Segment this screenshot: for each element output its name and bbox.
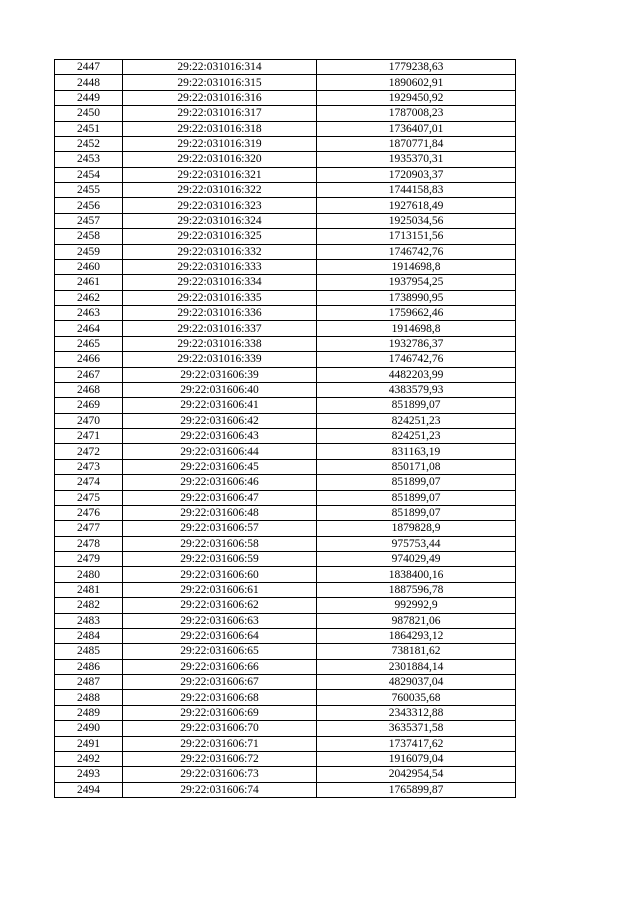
cadastral-value-cell: 975753,44 <box>317 536 516 551</box>
row-number-cell: 2458 <box>55 229 123 244</box>
cadastral-number-cell: 29:22:031606:72 <box>123 751 317 766</box>
cadastral-number-cell: 29:22:031606:57 <box>123 521 317 536</box>
cadastral-value-cell: 1737417,62 <box>317 736 516 751</box>
cadastral-value-cell: 1720903,37 <box>317 167 516 182</box>
cadastral-value-cell: 1864293,12 <box>317 628 516 643</box>
cadastral-value-cell: 1935370,31 <box>317 152 516 167</box>
table-row <box>55 244 516 259</box>
cadastral-number-cell: 29:22:031016:321 <box>123 167 317 182</box>
cadastral-value-cell: 1925034,56 <box>317 213 516 228</box>
cadastral-value-cell: 1838400,16 <box>317 567 516 582</box>
row-number-cell: 2464 <box>55 321 123 336</box>
cadastral-value-cell: 987821,06 <box>317 613 516 628</box>
cadastral-number-cell: 29:22:031606:68 <box>123 690 317 705</box>
cadastral-value-cell: 1746742,76 <box>317 244 516 259</box>
row-number-cell: 2449 <box>55 90 123 105</box>
table-row <box>55 167 516 182</box>
table-row <box>55 659 516 674</box>
table-row <box>55 321 516 336</box>
table-row <box>55 198 516 213</box>
row-number-cell: 2460 <box>55 259 123 274</box>
cadastral-value-cell: 1916079,04 <box>317 751 516 766</box>
row-number-cell: 2493 <box>55 767 123 782</box>
table-row <box>55 60 516 75</box>
cadastral-number-cell: 29:22:031606:42 <box>123 413 317 428</box>
row-number-cell: 2475 <box>55 490 123 505</box>
cadastral-number-cell: 29:22:031016:337 <box>123 321 317 336</box>
cadastral-number-cell: 29:22:031606:63 <box>123 613 317 628</box>
row-number-cell: 2465 <box>55 336 123 351</box>
cadastral-value-table <box>54 59 516 798</box>
row-number-cell: 2468 <box>55 382 123 397</box>
cadastral-number-cell: 29:22:031606:70 <box>123 721 317 736</box>
row-number-cell: 2447 <box>55 60 123 75</box>
table-row <box>55 121 516 136</box>
cadastral-number-cell: 29:22:031016:322 <box>123 183 317 198</box>
table-row <box>55 229 516 244</box>
table-row <box>55 751 516 766</box>
cadastral-number-cell: 29:22:031606:67 <box>123 675 317 690</box>
cadastral-number-cell: 29:22:031606:39 <box>123 367 317 382</box>
cadastral-value-cell: 1914698,8 <box>317 321 516 336</box>
table-row <box>55 690 516 705</box>
cadastral-number-cell: 29:22:031606:58 <box>123 536 317 551</box>
table-row <box>55 336 516 351</box>
table-row <box>55 459 516 474</box>
cadastral-number-cell: 29:22:031016:316 <box>123 90 317 105</box>
row-number-cell: 2484 <box>55 628 123 643</box>
cadastral-number-cell: 29:22:031606:65 <box>123 644 317 659</box>
cadastral-number-cell: 29:22:031606:59 <box>123 552 317 567</box>
cadastral-value-cell: 4383579,93 <box>317 382 516 397</box>
table-row <box>55 413 516 428</box>
table-row <box>55 767 516 782</box>
table-row <box>55 429 516 444</box>
cadastral-number-cell: 29:22:031016:318 <box>123 121 317 136</box>
table-body <box>55 60 516 798</box>
cadastral-number-cell: 29:22:031016:315 <box>123 75 317 90</box>
cadastral-number-cell: 29:22:031606:43 <box>123 429 317 444</box>
row-number-cell: 2483 <box>55 613 123 628</box>
cadastral-value-cell: 1887596,78 <box>317 582 516 597</box>
cadastral-value-cell: 1759662,46 <box>317 306 516 321</box>
cadastral-number-cell: 29:22:031016:319 <box>123 136 317 151</box>
cadastral-value-cell: 1738990,95 <box>317 290 516 305</box>
table-row <box>55 613 516 628</box>
cadastral-number-cell: 29:22:031606:64 <box>123 628 317 643</box>
cadastral-value-cell: 1713151,56 <box>317 229 516 244</box>
row-number-cell: 2456 <box>55 198 123 213</box>
table-row <box>55 352 516 367</box>
table-row <box>55 598 516 613</box>
cadastral-number-cell: 29:22:031016:324 <box>123 213 317 228</box>
table-row <box>55 382 516 397</box>
cadastral-value-cell: 824251,23 <box>317 413 516 428</box>
cadastral-number-cell: 29:22:031606:60 <box>123 567 317 582</box>
cadastral-value-cell: 738181,62 <box>317 644 516 659</box>
row-number-cell: 2479 <box>55 552 123 567</box>
row-number-cell: 2473 <box>55 459 123 474</box>
row-number-cell: 2480 <box>55 567 123 582</box>
cadastral-number-cell: 29:22:031016:339 <box>123 352 317 367</box>
row-number-cell: 2489 <box>55 705 123 720</box>
cadastral-value-cell: 1765899,87 <box>317 782 516 797</box>
cadastral-number-cell: 29:22:031016:333 <box>123 259 317 274</box>
cadastral-value-cell: 1779238,63 <box>317 60 516 75</box>
cadastral-number-cell: 29:22:031606:48 <box>123 505 317 520</box>
row-number-cell: 2488 <box>55 690 123 705</box>
row-number-cell: 2463 <box>55 306 123 321</box>
row-number-cell: 2490 <box>55 721 123 736</box>
cadastral-number-cell: 29:22:031606:66 <box>123 659 317 674</box>
row-number-cell: 2467 <box>55 367 123 382</box>
row-number-cell: 2469 <box>55 398 123 413</box>
cadastral-number-cell: 29:22:031606:47 <box>123 490 317 505</box>
row-number-cell: 2482 <box>55 598 123 613</box>
table-row <box>55 475 516 490</box>
row-number-cell: 2476 <box>55 505 123 520</box>
table-row <box>55 582 516 597</box>
table-row <box>55 398 516 413</box>
row-number-cell: 2474 <box>55 475 123 490</box>
cadastral-value-cell: 1937954,25 <box>317 275 516 290</box>
cadastral-number-cell: 29:22:031606:73 <box>123 767 317 782</box>
cadastral-value-cell: 1929450,92 <box>317 90 516 105</box>
table-row <box>55 136 516 151</box>
table-row <box>55 552 516 567</box>
cadastral-value-cell: 4482203,99 <box>317 367 516 382</box>
row-number-cell: 2462 <box>55 290 123 305</box>
row-number-cell: 2457 <box>55 213 123 228</box>
row-number-cell: 2485 <box>55 644 123 659</box>
table-row <box>55 490 516 505</box>
cadastral-value-cell: 851899,07 <box>317 490 516 505</box>
cadastral-number-cell: 29:22:031016:332 <box>123 244 317 259</box>
cadastral-value-cell: 831163,19 <box>317 444 516 459</box>
cadastral-value-cell: 851899,07 <box>317 505 516 520</box>
cadastral-value-cell: 1914698,8 <box>317 259 516 274</box>
table-row <box>55 183 516 198</box>
row-number-cell: 2470 <box>55 413 123 428</box>
table-row <box>55 106 516 121</box>
cadastral-value-cell: 4829037,04 <box>317 675 516 690</box>
cadastral-value-cell: 1744158,83 <box>317 183 516 198</box>
table-row <box>55 536 516 551</box>
row-number-cell: 2478 <box>55 536 123 551</box>
table-row <box>55 567 516 582</box>
row-number-cell: 2461 <box>55 275 123 290</box>
cadastral-number-cell: 29:22:031016:334 <box>123 275 317 290</box>
cadastral-number-cell: 29:22:031606:69 <box>123 705 317 720</box>
cadastral-number-cell: 29:22:031606:71 <box>123 736 317 751</box>
row-number-cell: 2451 <box>55 121 123 136</box>
cadastral-value-cell: 1736407,01 <box>317 121 516 136</box>
cadastral-value-cell: 2042954,54 <box>317 767 516 782</box>
table-row <box>55 306 516 321</box>
table-row <box>55 290 516 305</box>
table-row <box>55 213 516 228</box>
cadastral-value-cell: 974029,49 <box>317 552 516 567</box>
cadastral-value-cell: 1890602,91 <box>317 75 516 90</box>
row-number-cell: 2454 <box>55 167 123 182</box>
table-row <box>55 628 516 643</box>
cadastral-value-cell: 2301884,14 <box>317 659 516 674</box>
row-number-cell: 2486 <box>55 659 123 674</box>
cadastral-value-cell: 1879828,9 <box>317 521 516 536</box>
cadastral-value-cell: 1927618,49 <box>317 198 516 213</box>
cadastral-number-cell: 29:22:031606:45 <box>123 459 317 474</box>
cadastral-value-cell: 850171,08 <box>317 459 516 474</box>
table-row <box>55 521 516 536</box>
cadastral-value-cell: 2343312,88 <box>317 705 516 720</box>
table-row <box>55 736 516 751</box>
cadastral-value-cell: 3635371,58 <box>317 721 516 736</box>
row-number-cell: 2472 <box>55 444 123 459</box>
table-row <box>55 152 516 167</box>
table-row <box>55 367 516 382</box>
row-number-cell: 2459 <box>55 244 123 259</box>
cadastral-value-cell: 760035,68 <box>317 690 516 705</box>
table-row <box>55 90 516 105</box>
cadastral-number-cell: 29:22:031606:62 <box>123 598 317 613</box>
table-row <box>55 505 516 520</box>
row-number-cell: 2491 <box>55 736 123 751</box>
table-row <box>55 275 516 290</box>
row-number-cell: 2481 <box>55 582 123 597</box>
cadastral-number-cell: 29:22:031016:314 <box>123 60 317 75</box>
cadastral-value-cell: 824251,23 <box>317 429 516 444</box>
row-number-cell: 2494 <box>55 782 123 797</box>
cadastral-value-cell: 1932786,37 <box>317 336 516 351</box>
row-number-cell: 2471 <box>55 429 123 444</box>
cadastral-number-cell: 29:22:031016:320 <box>123 152 317 167</box>
table-row <box>55 75 516 90</box>
row-number-cell: 2453 <box>55 152 123 167</box>
table-row <box>55 782 516 797</box>
row-number-cell: 2448 <box>55 75 123 90</box>
cadastral-number-cell: 29:22:031016:338 <box>123 336 317 351</box>
cadastral-value-cell: 851899,07 <box>317 475 516 490</box>
cadastral-value-cell: 851899,07 <box>317 398 516 413</box>
cadastral-number-cell: 29:22:031606:74 <box>123 782 317 797</box>
cadastral-number-cell: 29:22:031606:40 <box>123 382 317 397</box>
cadastral-value-cell: 1787008,23 <box>317 106 516 121</box>
cadastral-value-cell: 1870771,84 <box>317 136 516 151</box>
cadastral-number-cell: 29:22:031606:41 <box>123 398 317 413</box>
table-row <box>55 675 516 690</box>
cadastral-number-cell: 29:22:031016:317 <box>123 106 317 121</box>
cadastral-number-cell: 29:22:031016:336 <box>123 306 317 321</box>
table-row <box>55 721 516 736</box>
row-number-cell: 2450 <box>55 106 123 121</box>
cadastral-number-cell: 29:22:031016:323 <box>123 198 317 213</box>
row-number-cell: 2477 <box>55 521 123 536</box>
row-number-cell: 2466 <box>55 352 123 367</box>
cadastral-value-cell: 1746742,76 <box>317 352 516 367</box>
table-row <box>55 444 516 459</box>
table-row <box>55 259 516 274</box>
row-number-cell: 2452 <box>55 136 123 151</box>
row-number-cell: 2492 <box>55 751 123 766</box>
cadastral-number-cell: 29:22:031606:46 <box>123 475 317 490</box>
cadastral-number-cell: 29:22:031606:44 <box>123 444 317 459</box>
table-row <box>55 705 516 720</box>
cadastral-number-cell: 29:22:031606:61 <box>123 582 317 597</box>
table-row <box>55 644 516 659</box>
cadastral-number-cell: 29:22:031016:325 <box>123 229 317 244</box>
cadastral-value-cell: 992992,9 <box>317 598 516 613</box>
row-number-cell: 2487 <box>55 675 123 690</box>
row-number-cell: 2455 <box>55 183 123 198</box>
cadastral-number-cell: 29:22:031016:335 <box>123 290 317 305</box>
